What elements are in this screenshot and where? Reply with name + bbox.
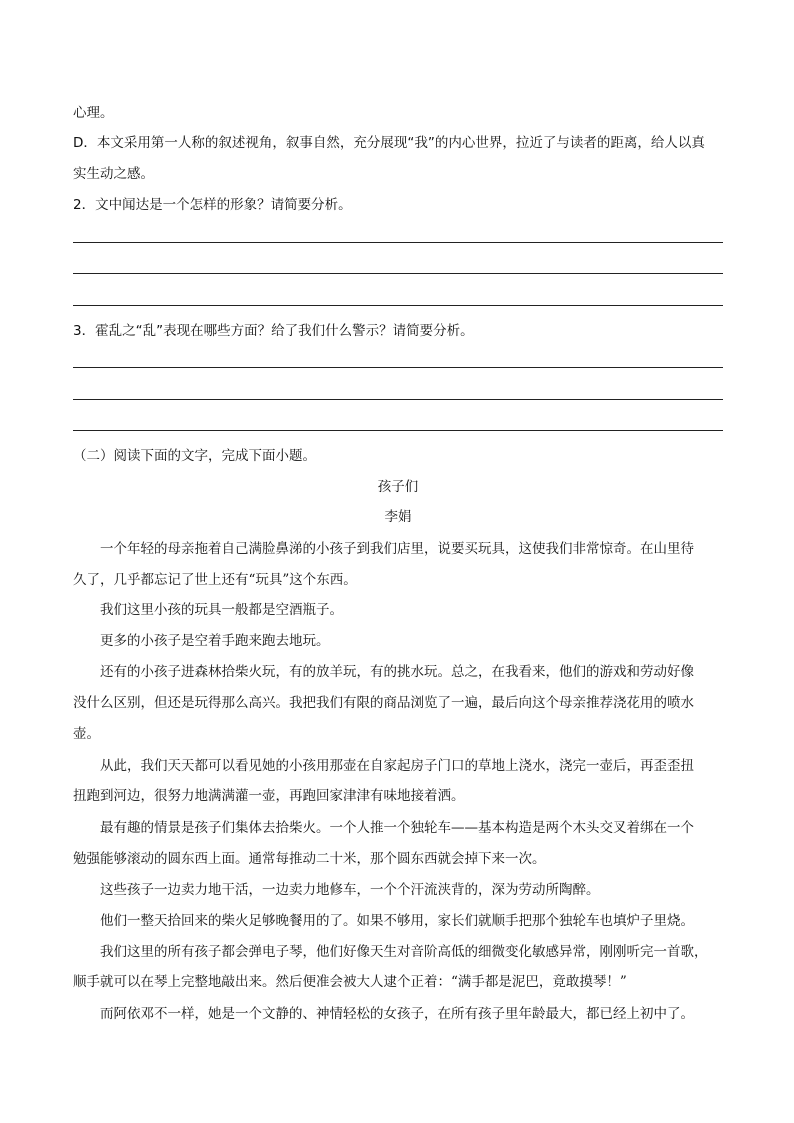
article-paragraph-line: 久了，几乎都忘记了世上还有“玩具”这个东西。 (73, 572, 357, 588)
article-paragraph-line: 顺手就可以在琴上完整地敲出来。然后便准会被大人逮个正着：“满手都是泥巴，竟敢摸琴！” (73, 974, 627, 990)
article-paragraph-line: 勉强能够滚动的圆东西上面。通常每推动二十米，那个圆东西就会掉下来一次。 (73, 851, 546, 867)
answer-line (73, 242, 723, 243)
article-paragraph-line: 一个年轻的母亲拖着自己满脸鼻涕的小孩子到我们店里，说要买玩具，这使我们非常惊奇。在山里待 (100, 541, 694, 557)
article-paragraph-line: 壶。 (73, 726, 100, 742)
article-paragraph-line: 还有的小孩子进森林拾柴火玩，有的放羊玩，有的挑水玩。总之，在我看来，他们的游戏和劳动好像 (100, 664, 694, 680)
previous-option-tail: 心理。 (73, 105, 114, 121)
option-d-line-1: D．本文采用第一人称的叙述视角，叙事自然，充分展现“我”的内心世界，拉近了与读者的距离，给人以真 (73, 135, 705, 151)
question-2: 2．文中闻达是一个怎样的形象？请简要分析。 (73, 197, 352, 213)
article-title: 孩子们 (377, 479, 419, 495)
answer-line (73, 399, 723, 400)
option-d-line-2: 实生动之感。 (73, 166, 154, 182)
article-paragraph-line: 我们这里小孩的玩具一般都是空酒瓶子。 (100, 602, 343, 618)
article-paragraph-line: 没什么区别，但还是玩得那么高兴。我把我们有限的商品浏览了一遍，最后向这个母亲推荐浇花用的喷水 (73, 695, 694, 711)
answer-line (73, 430, 723, 431)
answer-line (73, 305, 723, 306)
article-paragraph-line: 这些孩子一边卖力地干活，一边卖力地修车，一个个汗流浃背的，深为劳动所陶醉。 (100, 882, 600, 898)
article-paragraph-line: 从此，我们天天都可以看见她的小孩用那壶在自家起房子门口的草地上浇水，浇完一壶后，再歪歪扭 (100, 758, 694, 774)
answer-line (73, 273, 723, 274)
section-instruction: （二）阅读下面的文字，完成下面小题。 (73, 448, 316, 464)
article-paragraph-line: 扭跑到河边，很努力地满满灌一壶，再跑回家津津有味地接着洒。 (73, 788, 465, 804)
article-paragraph-line: 他们一整天拾回来的柴火足够晚餐用的了。如果不够用，家长们就顺手把那个独轮车也填炉子里烧。 (100, 913, 694, 929)
article-paragraph-line: 最有趣的情景是孩子们集体去拾柴火。一个人推一个独轮车——基本构造是两个木头交叉着绑在一个 (100, 820, 694, 836)
article-paragraph-line: 而阿依邓不一样，她是一个文静的、神情轻松的女孩子，在所有孩子里年龄最大，都已经上初中了。 (100, 1006, 694, 1022)
answer-line (73, 367, 723, 368)
article-paragraph-line: 我们这里的所有孩子都会弹电子琴，他们好像天生对音阶高低的细微变化敏感异常，刚刚听完一首歌， (100, 944, 708, 960)
question-3: 3．霍乱之“乱”表现在哪些方面？给了我们什么警示？请简要分析。 (73, 323, 474, 339)
article-paragraph-line: 更多的小孩子是空着手跑来跑去地玩。 (100, 633, 330, 649)
article-author: 李娟 (384, 509, 412, 525)
